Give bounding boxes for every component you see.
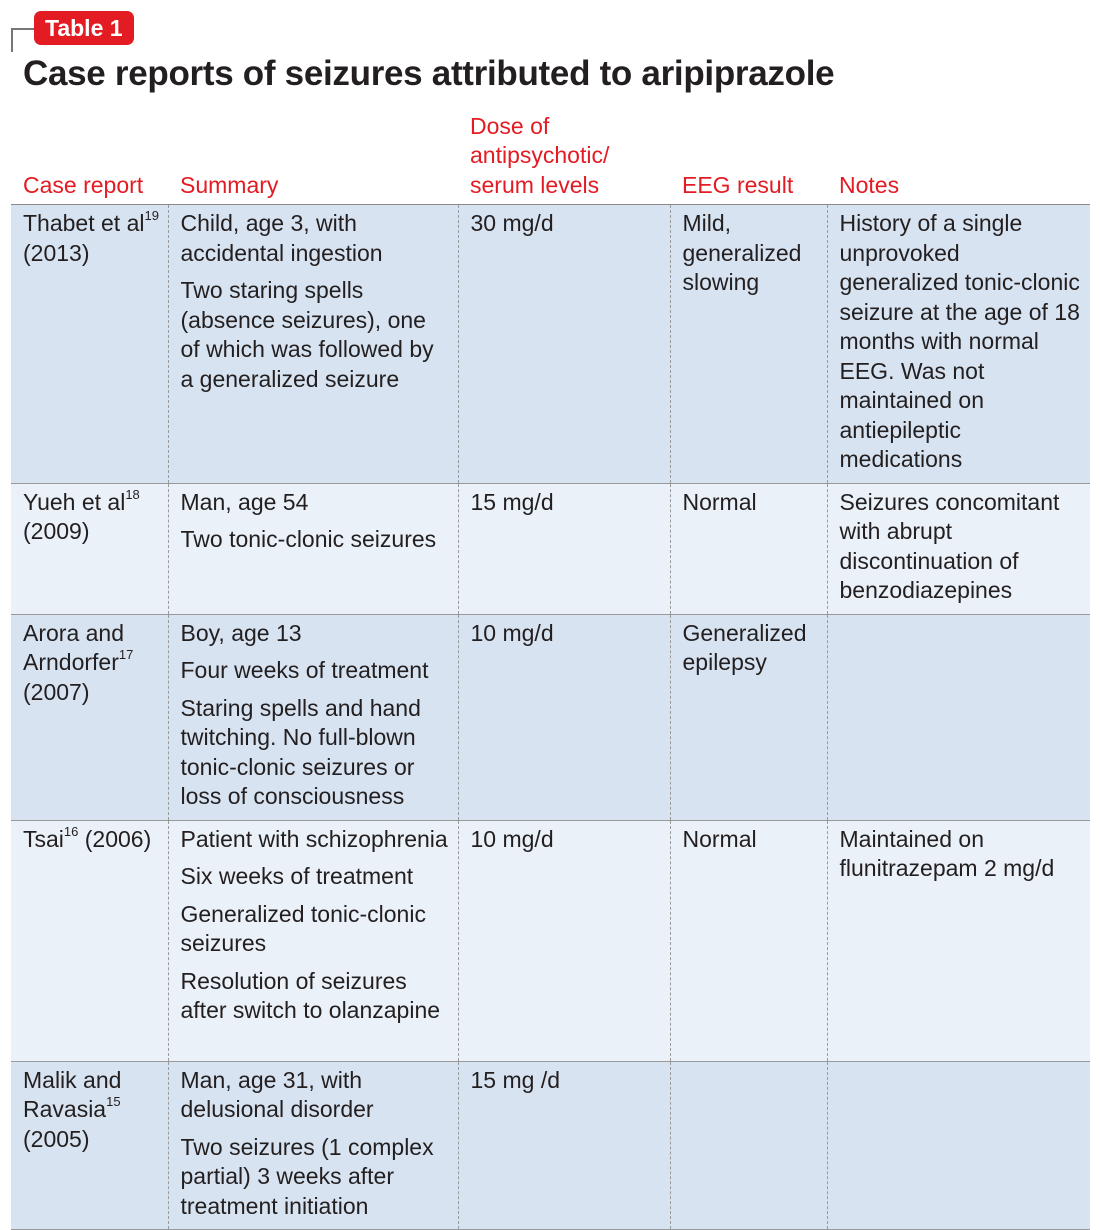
summary-line: Man, age 54 (180, 488, 309, 515)
table-row (11, 1061, 1090, 1230)
case-author: Malik and Ravasia (23, 1066, 122, 1122)
case-year: (2013) (23, 239, 90, 266)
summary-cell (168, 820, 458, 1061)
case-year: (2007) (23, 678, 90, 705)
corner-bracket (11, 28, 35, 52)
case-year: (2005) (23, 1125, 90, 1152)
summary-line: Two tonic-clonic seizures (180, 526, 437, 552)
summary-line: Two seizures (1 complex partial) 3 weeks after treatment initiation (180, 1133, 434, 1219)
case-report-cell (11, 205, 168, 484)
summary-line: Staring spells and hand twitching. No full-blown tonic-clonic seizures or loss of consciousness (180, 694, 421, 809)
notes-cell: Seizures concomitant with abrupt discontinuation of benzodiazepines (827, 483, 1090, 614)
eeg-cell (670, 1061, 827, 1230)
eeg-cell: Normal (670, 483, 827, 614)
eeg-cell: Mild, generalized slowing (670, 205, 827, 484)
summary-line: Generalized tonic-clonic seizures (180, 900, 426, 956)
reference-number: 15 (106, 1094, 121, 1110)
summary-line: Man, age 31, with delusional disorder (180, 1066, 374, 1122)
reference-number: 17 (118, 647, 134, 663)
case-report-cell (11, 1061, 168, 1230)
header-dose: Dose of antipsychotic/ serum levels (458, 108, 670, 205)
eeg-cell: Generalized epilepsy (670, 614, 827, 820)
dose-cell: 30 mg/d (458, 205, 670, 484)
table-row (11, 614, 1090, 820)
dose-cell: 15 mg /d (458, 1061, 670, 1230)
summary-line: Two staring spells (absence seizures), one of which was followed by a generalized seizure (180, 277, 434, 392)
eeg-cell: Normal (670, 820, 827, 1061)
notes-cell: Maintained on flunitrazepam 2 mg/d (827, 820, 1090, 1061)
reference-number: 19 (144, 208, 159, 224)
notes-cell (827, 614, 1090, 820)
reference-number: 16 (63, 823, 79, 839)
case-author: Thabet et al (23, 210, 145, 236)
summary-line: Four weeks of treatment (180, 657, 429, 683)
header-eeg-result: EEG result (670, 108, 827, 205)
case-report-cell (11, 483, 168, 614)
table-row (11, 205, 1090, 484)
summary-line: Patient with schizophrenia (180, 825, 448, 852)
table-badge: Table 1 (34, 11, 134, 45)
table-row (11, 483, 1090, 614)
case-reports-table (11, 108, 1090, 1230)
summary-line: Six weeks of treatment (180, 863, 414, 889)
summary-cell (168, 1061, 458, 1230)
summary-cell (168, 483, 458, 614)
case-year: (2009) (23, 518, 90, 544)
case-author: Tsai (23, 825, 64, 852)
dose-cell: 15 mg/d (458, 483, 670, 614)
summary-line: Child, age 3, with accidental ingestion (180, 210, 383, 266)
table-row (11, 820, 1090, 1061)
summary-cell (168, 614, 458, 820)
dose-cell: 10 mg/d (458, 820, 670, 1061)
summary-cell (168, 205, 458, 484)
table-title: Case reports of seizures attributed to aripiprazole (23, 54, 835, 93)
dose-cell: 10 mg/d (458, 614, 670, 820)
case-report-cell (11, 614, 168, 820)
notes-cell (827, 1061, 1090, 1230)
case-year: (2006) (78, 825, 152, 852)
reference-number: 18 (125, 486, 140, 502)
case-author: Arora and Arndorfer (23, 619, 125, 675)
header-row (11, 108, 1090, 205)
header-summary: Summary (168, 108, 458, 205)
summary-line: Boy, age 13 (180, 619, 302, 646)
summary-line: Resolution of seizures after switch to olanzapine (180, 967, 441, 1023)
case-report-cell (11, 820, 168, 1061)
notes-cell: History of a single unprovoked generalized tonic-clonic seizure at the age of 18 months with normal EEG. Was not maintained on antiepileptic medications (827, 205, 1090, 484)
header-case-report: Case report (11, 108, 168, 205)
header-notes: Notes (827, 108, 1090, 205)
case-author: Yueh et al (23, 488, 126, 515)
